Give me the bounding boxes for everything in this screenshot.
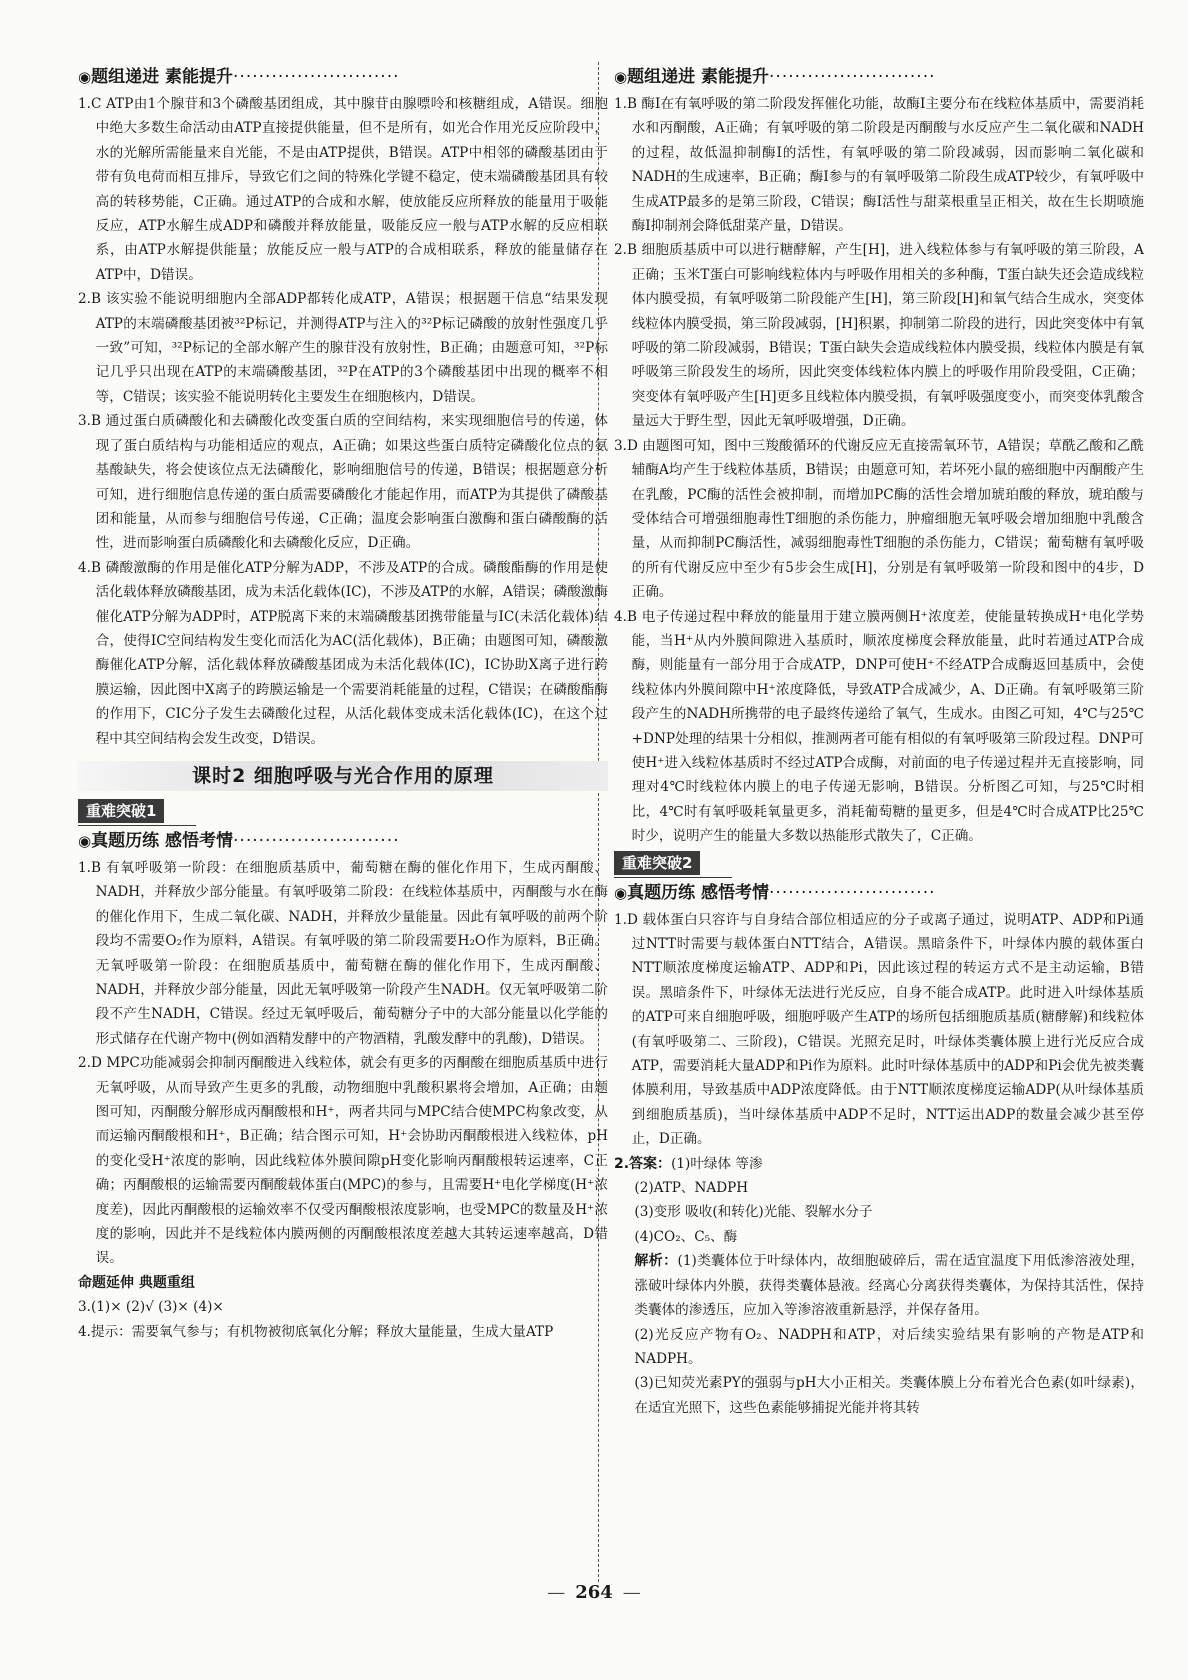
section-title: 真题历练 感悟考情: [627, 882, 770, 903]
page-number: [0, 1582, 1188, 1603]
analysis-para: (1)类囊体位于叶绿体内，故细胞破碎后，需在适宜温度下用低渗溶液处理，涨破叶绿体内外膜，获得类囊体悬液。经离心分离获得类囊体，为保持其活性，保持类囊体的渗透压，应加入等渗溶液重新悬浮，并保存备用。: [634, 1253, 1145, 1319]
target-bullet-icon: ◉: [78, 831, 92, 850]
topic-tag-wrap: [614, 849, 732, 878]
answer-item: 3.B 通过蛋白质磷酸化和去磷酸化改变蛋白质的空间结构，来实现细胞信号的传递，体现了蛋白质结构与功能相适应的观点，A正确；如果这些蛋白质特定磷酸化位点的氨基酸缺失，将会使该位点无法磷酸化，影响细胞信号的传递，B错误；根据题意分析可知，进行细胞信息传递的蛋白质需要磷酸化才能起作用，而ATP为其提供了磷酸基团和能量，从而参与细胞信号传递，C正确；温度会影响蛋白激酶和蛋白磷酸酶的活性，进而影响蛋白质磷酸化和去磷酸化反应，D正确。: [78, 413, 608, 552]
target-bullet-icon: ◉: [78, 68, 92, 86]
topic-tag-wrap: [78, 797, 196, 826]
analysis-para: (2)光反应产物有O₂、NADPH和ATP，对后续实验结果有影响的产物是ATP和NADPH。: [634, 1326, 1144, 1367]
answer-item: 1.D 载体蛋白只容许与自身结合部位相适应的分子或离子通过，说明ATP、ADP和Pi通过NTT时需要与载体蛋白NTT结合，A错误。黑暗条件下，叶绿体内膜的载体蛋白NTT顺浓度梯度运输ATP、ADP和Pi，因此该过程的转运方式不是主动运输，B错误。黑暗条件下，叶绿体无法进行光反应，自身不能合成ATP。此时进入叶绿体基质的ATP可来自细胞呼吸，细胞呼吸产生ATP的场所包括细胞质基质(糖酵解)和线粒体(有氧呼吸第二、三阶段)，C错误。光照充足时，叶绿体类囊体膜上进行光反应合成ATP，需要消耗大量ADP和Pi作为原料。此时叶绿体基质中的ADP和Pi会优先被类囊体膜利用，导致基质中ADP浓度降低。由于NTT顺浓度梯度运输ADP(从叶绿体基质到细胞质基质)，当叶绿体基质中ADP不足时，NTT运出ADP的数量会减少甚至停止，D正确。: [614, 911, 1144, 1148]
section-title: 真题历练 感悟考情: [91, 830, 234, 851]
sub-heading: 命题延伸 典题重组: [78, 1274, 195, 1291]
target-bullet-icon: ◉: [614, 68, 628, 86]
answer-item: 4.提示：需要氧气参与；有机物被彻底氧化分解；释放大量能量，生成大量ATP: [78, 1323, 554, 1340]
answer-item: 2.D MPC功能减弱会抑制丙酮酸进入线粒体，就会有更多的丙酮酸在细胞质基质中进行无氧呼吸，从而导致产生更多的乳酸，动物细胞中乳酸积累将会增加，A正确；由题图可知，丙酮酸分解形成丙酮酸根和H⁺，两者共同与MPC结合使MPC构象改变，从而运输丙酮酸根和H⁺，B正确；结合图示可知，H⁺会协助丙酮酸根进入线粒体，pH的变化受H⁺浓度的影响，因此线粒体外膜间隙pH变化影响丙酮酸根转运速率，C正确；丙酮酸根的运输需要丙酮酸载体蛋白(MPC)的参与，且需要H⁺电化学梯度(H⁺浓度差)，因此丙酮酸根的运输效率不仅受丙酮酸根浓度影响，也受MPC的数量及H⁺浓度的影响，因此并不是线粒体内膜两侧的丙酮酸根浓度差越大其转运速率越高，D错误。: [78, 1055, 608, 1267]
answer-line: (1)叶绿体 等渗: [671, 1155, 763, 1172]
section-header: [614, 878, 1144, 908]
left-column: [78, 62, 608, 1344]
right-column: [614, 62, 1144, 1420]
answer-line: (4)CO₂、C₅、酶: [634, 1228, 738, 1245]
answer-line: (3)变形 吸收(和转化)光能、裂解水分子: [634, 1204, 873, 1221]
dotted-leader: ··························: [769, 882, 936, 903]
lesson-title: 课时2 细胞呼吸与光合作用的原理: [78, 761, 608, 791]
page-number-dash: —: [622, 1582, 641, 1603]
section-header: [614, 62, 1144, 92]
answer-item: 1.B 有氧呼吸第一阶段：在细胞质基质中，葡萄糖在酶的催化作用下，生成丙酮酸、NADH，并释放少部分能量。有氧呼吸第二阶段：在线粒体基质中，丙酮酸与水在酶的催化作用下，生成二氧化碳、NADH，并释放少量能量。因此有氧呼吸的前两个阶段均不需要O₂作为原料，A错误。有氧呼吸的第二阶段需要H₂O作为原料，B正确。无氧呼吸第一阶段：在细胞质基质中，葡萄糖在酶的催化作用下，生成丙酮酸、NADH，并释放少部分能量，因此无氧呼吸第一阶段产生NADH。仅无氧呼吸第二阶段不产生NADH，C错误。经过无氧呼吸后，葡萄糖分子中的大部分能量以化学能的形式储存在代谢产物中(例如酒精发酵中的产物酒精，乳酸发酵中的乳酸)，D错误。: [78, 859, 608, 1047]
answer-item: 2.B 该实验不能说明细胞内全部ADP都转化成ATP，A错误；根据题干信息“结果发现ATP的末端磷酸基团被³²P标记，并测得ATP与注入的³²P标记磷酸的放射性强度几乎一致”可知，³²P标记的全部水解产生的腺苷没有放射性，B正确；由题意可知，³²P标记几乎只出现在ATP的末端磷酸基团，³²P在ATP的3个磷酸基团中出现的概率不相等，C错误；该实验不能说明转化主要发生在细胞核内，D错误。: [78, 291, 608, 405]
page-number-dash: —: [547, 1582, 566, 1603]
analysis-para: (3)已知荧光素PY的强弱与pH大小正相关。类囊体膜上分布着光合色素(如叶绿素)，在适宜光照下，这些色素能够捕捉光能并将其转: [634, 1375, 1144, 1416]
page-number-text: 264: [575, 1582, 613, 1603]
dotted-leader: ··························: [233, 830, 400, 851]
topic-tag: 重难突破2: [614, 851, 700, 875]
section-header: [78, 826, 608, 856]
dotted-leader: ··························: [769, 67, 936, 87]
answer-item: 4.B 电子传递过程中释放的能量用于建立膜两侧H⁺浓度差，使能量转换成H⁺电化学势能，当H⁺从内外膜间隙进入基质时，顺浓度梯度会释放能量，此时若通过ATP合成酶，则能量有一部分用于合成ATP，DNP可使H⁺不经ATP合成酶返回基质中，会使线粒体内外膜间隙中H⁺浓度降低，导致ATP合成减少，A、D正确。有氧呼吸第三阶段产生的NADH所携带的电子最终传递给了氧气，生成水。由图乙可知，4℃与25℃+DNP处理的结果十分相似，推测两者可能有相似的有氧呼吸第三阶段过程。DNP可使H⁺进入线粒体基质时不经过ATP合成酶，对前面的电子传递过程并无直接影响，同理对4℃时线粒体内膜上的电子传递无影响，B错误。分析图乙可知，与25℃时相比，4℃时有氧呼吸耗氧量更多，消耗葡萄糖的量更多，但是4℃时合成ATP比25℃时少，说明产生的能量大多数以热能形式散失了，C正确。: [614, 608, 1144, 845]
answer-item: 1.C ATP由1个腺苷和3个磷酸基团组成，其中腺苷由腺嘌呤和核糖组成，A错误。细胞中绝大多数生命活动由ATP直接提供能量，但不是所有，如光合作用光反应阶段中，水的光解所需能量来自光能，不是由ATP提供，B错误。ATP中相邻的磷酸基团由于带有负电荷而相互排斥，导致它们之间的特殊化学键不稳定，使末端磷酸基团具有较高的转移势能，C正确。通过ATP的合成和水解，使放能反应所释放的能量用于吸能反应，ATP水解生成ADP和磷酸并释放能量，吸能反应一般与ATP水解的反应相联系，由ATP水解提供能量；放能反应一般与ATP的合成相联系，释放的能量储存在ATP中，D错误。: [78, 96, 608, 283]
answer-block: [614, 1152, 1144, 1250]
section-title: 题组递进 素能提升: [91, 67, 234, 87]
answer-item: 2.B 细胞质基质中可以进行糖酵解，产生[H]，进入线粒体参与有氧呼吸的第三阶段，A正确；玉米T蛋白可影响线粒体内与呼吸作用相关的多种酶，T蛋白缺失还会造成线粒体内膜受损，有氧呼吸第二阶段能产生[H]，第三阶段[H]和氧气结合生成水，突变体线粒体内膜受损，第三阶段减弱，[H]积累，抑制第二阶段的进行，因此突变体中有氧呼吸的第二阶段减弱，B错误；T蛋白缺失会造成线粒体内膜受损，线粒体内膜是有氧呼吸第三阶段发生的场所，因此突变体线粒体内膜上的呼吸作用阶段受阻，C正确；突变体有氧呼吸产生[H]更多且线粒体内膜受损，有氧呼吸强度变小，而突变体乳酸含量远大于野生型，因此无氧呼吸增强，D正确。: [614, 242, 1144, 430]
analysis-block: [614, 1249, 1144, 1420]
answer-line: (2)ATP、NADPH: [634, 1180, 749, 1197]
dotted-leader: ··························: [233, 67, 400, 87]
section-title: 题组递进 素能提升: [627, 67, 770, 87]
section-header: [78, 62, 608, 92]
answer-item: 3.D 由题图可知，图中三羧酸循环的代谢反应无直接需氧环节，A错误；草酰乙酸和乙酰辅酶A均产生于线粒体基质，B错误；由题意可知，若坏死小鼠的癌细胞中丙酮酸产生在乳酸，PC酶的活性会被抑制，而增加PC酶的活性会增加琥珀酸的释放，琥珀酸与受体结合可增强细胞毒性T细胞的杀伤能力，肿瘤细胞无氧呼吸会增加细胞中乳酸含量，从而抑制PC酶活性，减弱细胞毒性T细胞的杀伤能力，C错误；葡萄糖有氧呼吸的所有代谢反应中至少有5步会生成[H]，分别是有氧呼吸第一阶段和图中的4步，D正确。: [614, 437, 1144, 601]
answer-item: 1.B 酶Ⅰ在有氧呼吸的第二阶段发挥催化功能，故酶Ⅰ主要分布在线粒体基质中，需要消耗水和丙酮酸，A正确；有氧呼吸的第二阶段是丙酮酸与水反应产生二氧化碳和NADH的过程，故低温抑制酶Ⅰ的活性，有氧呼吸的第二阶段减弱，因而影响二氧化碳和NADH的生成速率，B正确；酶Ⅰ参与的有氧呼吸第二阶段生成ATP较少，有氧呼吸中生成ATP最多的是第三阶段，C错误；酶Ⅰ活性与甜菜根重呈正相关，故在生长期喷施酶Ⅰ抑制剂会降低甜菜产量，D错误。: [614, 96, 1144, 235]
target-bullet-icon: ◉: [614, 883, 628, 902]
analysis-label: 解析：: [634, 1253, 678, 1270]
answer-item: 3.(1)× (2)√ (3)× (4)×: [78, 1299, 224, 1316]
answer-label: 2.答案：: [614, 1155, 672, 1172]
answer-item: 4.B 磷酸激酶的作用是催化ATP分解为ADP，不涉及ATP的合成。磷酸酯酶的作用是使活化载体释放磷酸基团，成为未活化载体(IC)，不涉及ATP的水解，A错误；磷酸激酶催化ATP分解为ADP时，ATP脱离下来的末端磷酸基团携带能量与IC(未活化载体)结合，使得IC空间结构发生变化而活化为AC(活化载体)，B正确；由题图可知，磷酸激酶催化ATP分解，活化载体释放磷酸基团成为未活化载体(IC)，IC协助X离子进行跨膜运输，因此图中X离子的跨膜运输是一个需要消耗能量的过程，C错误；在磷酸酯酶的作用下，CIC分子发生去磷酸化过程，从活化载体变成未活化载体(IC)，在这个过程中其空间结构会发生改变，D错误。: [78, 559, 608, 747]
topic-tag: 重难突破1: [78, 799, 164, 823]
